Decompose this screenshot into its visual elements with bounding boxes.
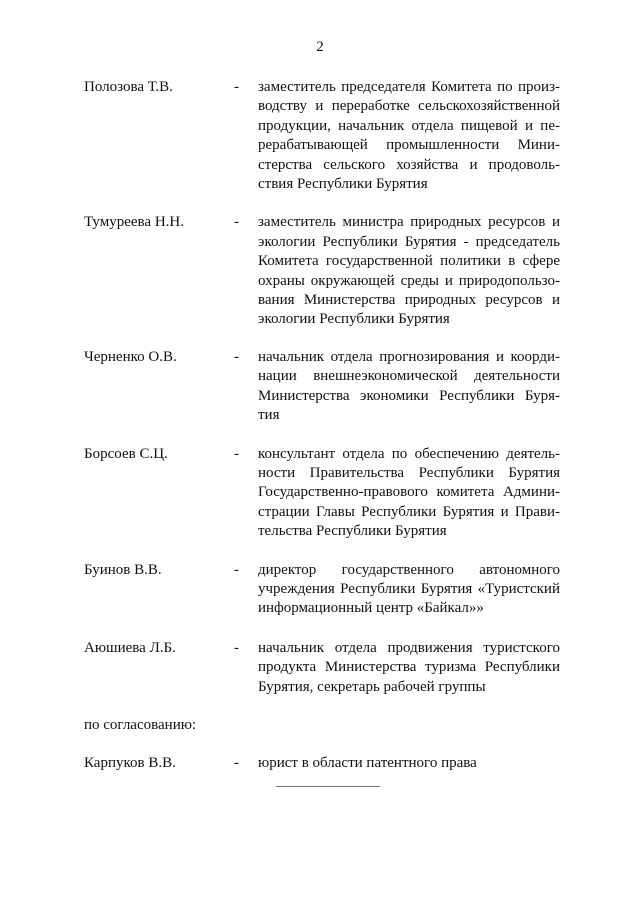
position-line: Комитета государственной политики в сфере xyxy=(258,253,560,270)
position-line: юрист в области патентного права xyxy=(258,755,477,772)
member-position xyxy=(258,348,560,426)
member-position xyxy=(258,754,560,773)
member-name: Полозова Т.В. xyxy=(84,79,173,95)
member-name: Борсоев С.Ц. xyxy=(84,445,168,462)
member-position xyxy=(258,445,560,542)
member-dash: - xyxy=(234,214,239,231)
position-line: начальник отдела прогнозирования и коорди- xyxy=(258,348,560,365)
position-line: продукта Министерства туризма Республики xyxy=(258,659,560,676)
member-name: Карпуков В.В. xyxy=(84,755,176,772)
member-name: Буинов В.В. xyxy=(84,561,162,578)
position-line: ности Правительства Республики Бурятия xyxy=(258,464,560,481)
position-line: заместитель министра природных ресурсов и xyxy=(258,214,560,231)
position-line: продукции, начальник отдела пищевой и пе- xyxy=(258,117,560,134)
member-entry xyxy=(84,561,560,619)
member-name: Тумуреева Н.Н. xyxy=(84,214,184,231)
member-entry xyxy=(84,445,560,542)
agreement-label: по согласованию: xyxy=(84,716,197,733)
member-position xyxy=(258,78,560,194)
position-line: ствия Республики Бурятия xyxy=(258,176,428,193)
position-line: Государственно-правового комитета Админи- xyxy=(258,484,560,501)
member-entry xyxy=(84,78,560,194)
member-dash: - xyxy=(234,755,239,772)
position-line: начальник отдела продвижения туристского xyxy=(258,639,560,656)
member-dash: - xyxy=(234,445,239,462)
position-line: стерства сельского хозяйства и продоволь- xyxy=(258,156,560,173)
member-dash: - xyxy=(234,561,239,578)
member-dash: - xyxy=(234,79,239,95)
member-position xyxy=(258,639,560,697)
position-line: экологии Республики Бурятия - председатель xyxy=(258,233,560,250)
position-line: тельства Республики Бурятия xyxy=(258,523,447,540)
member-dash: - xyxy=(234,348,239,365)
position-line: экологии Республики Бурятия xyxy=(258,311,450,328)
member-dash: - xyxy=(234,639,239,656)
position-line: тия xyxy=(258,407,280,424)
position-line: Бурятия, секретарь рабочей группы xyxy=(258,678,486,695)
member-entry xyxy=(84,213,560,329)
member-entry xyxy=(84,348,560,426)
member-entry xyxy=(84,754,560,773)
position-line: водству и переработке сельскохозяйственной xyxy=(258,98,560,115)
member-position xyxy=(258,213,560,329)
position-line: Министерства экономики Республики Буря- xyxy=(258,387,560,404)
position-line: страции Главы Республики Бурятия и Прави- xyxy=(258,503,560,520)
member-name: Черненко О.В. xyxy=(84,348,177,365)
position-line: охраны окружающей среды и природопользо- xyxy=(258,272,560,289)
position-line: вания Министерства природных ресурсов и xyxy=(258,292,560,309)
member-entry xyxy=(84,639,560,697)
member-name: Аюшиева Л.Б. xyxy=(84,639,176,656)
page-number: 2 xyxy=(316,39,324,55)
position-line: информационный центр «Байкал»» xyxy=(258,600,484,617)
position-line: директор государственного автономного xyxy=(258,561,560,578)
position-line: заместитель председателя Комитета по произ- xyxy=(258,79,560,95)
position-line: консультант отдела по обеспечению деятель- xyxy=(258,445,560,462)
position-line: учреждения Республики Бурятия «Туристский xyxy=(258,580,560,597)
members-list xyxy=(84,78,560,774)
closing-rule xyxy=(276,786,380,787)
position-line: нации внешнеэкономической деятельности xyxy=(258,368,560,385)
member-position xyxy=(258,561,560,619)
position-line: рерабатывающей промышленности Мини- xyxy=(258,137,560,154)
